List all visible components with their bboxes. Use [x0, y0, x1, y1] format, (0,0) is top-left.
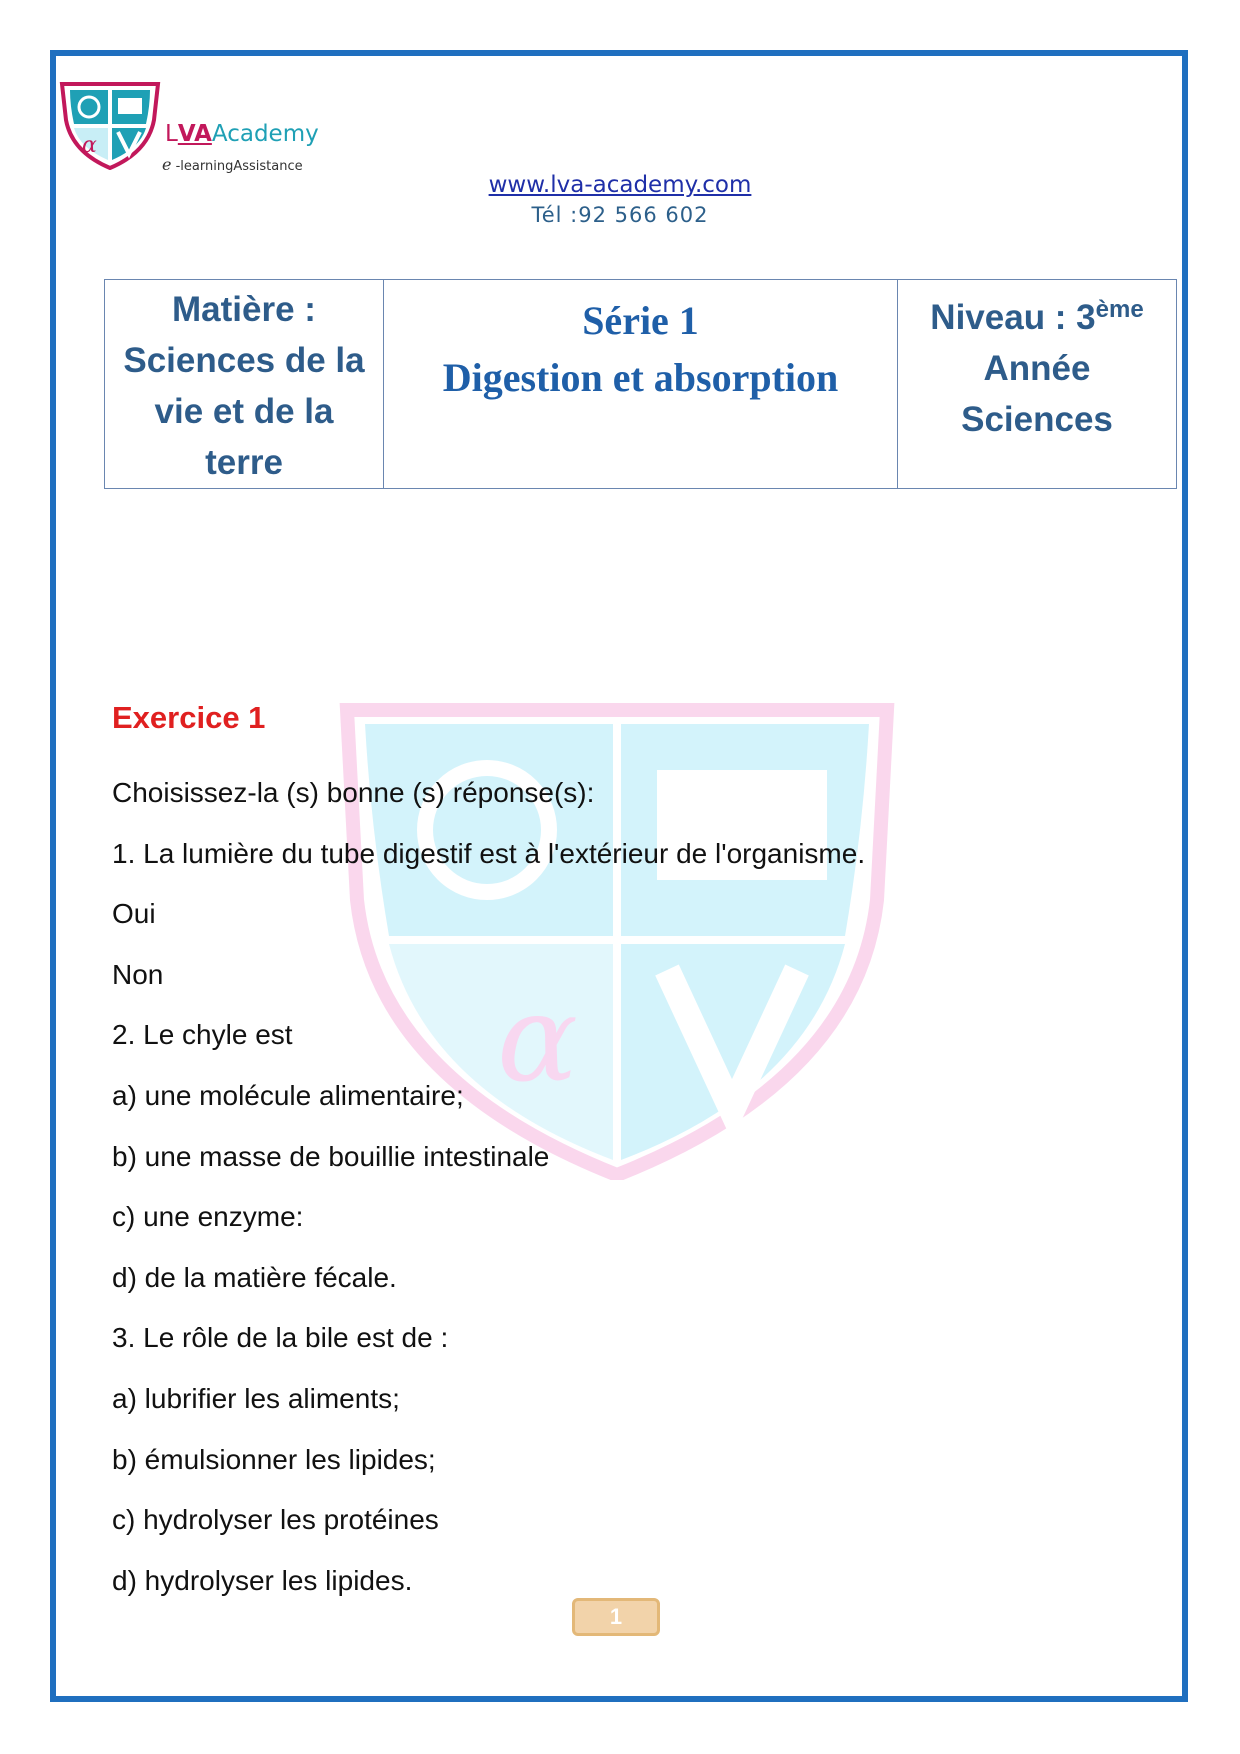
- level-cell: [898, 280, 1177, 489]
- series-topic: Digestion et absorption: [442, 355, 839, 400]
- exercise-line: 1. La lumière du tube digestif est à l'extérieur de l'organisme.: [112, 837, 866, 869]
- exercise-line: b) une masse de bouillie intestinale: [112, 1140, 550, 1172]
- subject-cell: [105, 280, 384, 489]
- subject-line: Sciences de la: [123, 341, 365, 380]
- exercise-line: a) lubrifier les aliments;: [112, 1382, 400, 1414]
- exercise-line: d) hydrolyser les lipides.: [112, 1564, 413, 1596]
- exercise-line: c) hydrolyser les protéines: [112, 1504, 439, 1536]
- exercise-line: c) une enzyme:: [112, 1201, 304, 1233]
- exercise-line: Choisissez-la (s) bonne (s) réponse(s):: [112, 777, 595, 808]
- subject-line: vie et de la: [154, 392, 334, 431]
- level-line: Niveau : 3ème: [930, 296, 1144, 337]
- header-table: [104, 279, 1177, 489]
- subject-line: Matière :: [172, 290, 316, 329]
- website-link[interactable]: www.lva-academy.com: [488, 172, 752, 198]
- exercise-title: Exercice 1: [112, 700, 266, 735]
- exercise-line: 3. Le rôle de la bile est de :: [112, 1322, 449, 1354]
- exercise-line: Non: [112, 958, 164, 990]
- exercise-lines: [112, 763, 865, 1611]
- phone-number: Tél :92 566 602: [531, 203, 709, 227]
- series-number: Série 1: [582, 298, 699, 343]
- lva-academy-logo-icon: [58, 80, 162, 170]
- exercise-line: d) de la matière fécale.: [112, 1261, 397, 1293]
- level-line: Sciences: [961, 400, 1113, 439]
- svg-text:α: α: [82, 133, 97, 158]
- level-line: Année: [983, 349, 1091, 388]
- svg-text:α: α: [497, 970, 579, 1109]
- exercise-line: Oui: [112, 898, 156, 930]
- subject-line: terre: [205, 443, 283, 482]
- brand-name: LVAAcademy: [165, 121, 319, 147]
- page-number-badge: 1: [572, 1598, 660, 1636]
- exercise-line: b) émulsionner les lipides;: [112, 1443, 436, 1475]
- series-cell: [384, 280, 898, 489]
- exercise-line: a) une molécule alimentaire;: [112, 1079, 464, 1111]
- brand-tagline: e -learningAssistance: [162, 155, 303, 174]
- exercise-line: 2. Le chyle est: [112, 1019, 293, 1051]
